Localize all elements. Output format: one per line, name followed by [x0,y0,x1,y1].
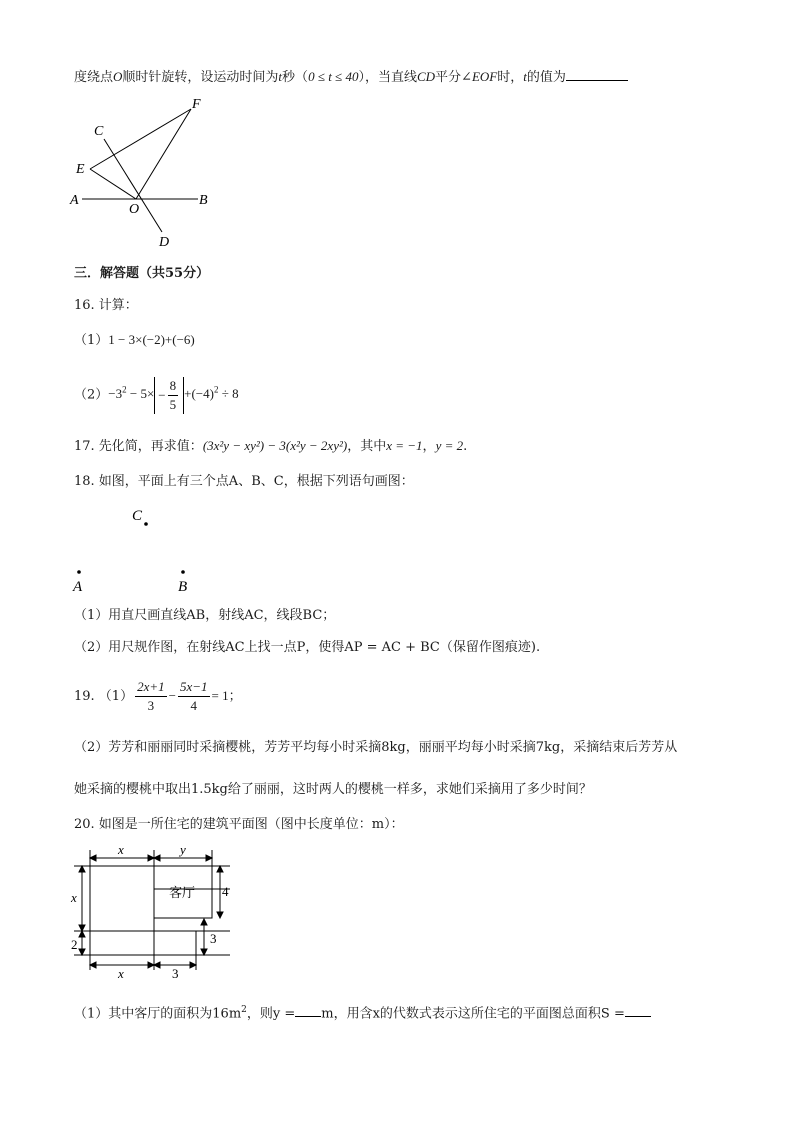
section-3-title: 三．解答题（共55分） [74,266,210,281]
angle-figure [66,92,226,252]
cq-text-a: 度绕点 [74,70,114,85]
q16-p1-expr: 1 − 3×(−2)+(−6) [108,332,195,347]
label-f: F [192,97,201,112]
q17-text-a: 17. 先化简，再求值： [74,439,203,454]
continued-question-line [74,66,628,88]
segment-of [136,109,191,199]
q20-stem: 20. 如图是一所住宅的建筑平面图（图中长度单位：m）： [74,817,404,832]
label-point-a: A [73,579,83,595]
cq-text-c: 秒（ [282,70,309,85]
q19-minus: − [168,688,176,703]
label-d: D [159,235,170,250]
dim-three-right: 3 [210,931,217,946]
q16-part2 [74,376,239,414]
q18-part1: （1）用直尺画直线AB，射线AC，线段BC； [74,608,336,623]
q19-f1-num: 2x+1 [135,678,167,697]
q17-line [74,436,467,457]
q19-f2-den: 4 [190,698,197,713]
line-cd [104,139,162,232]
answer-blank[interactable] [566,66,628,81]
segment-ef [90,109,191,169]
q16-p2-post: +(−4) [184,386,214,402]
cq-range: 0 ≤ t ≤ 40 [308,69,359,84]
label-e: E [76,162,85,177]
q19-num: 19. （1） [74,689,134,704]
dim-four: 4 [222,884,229,899]
q16-p1-label: （1） [74,333,109,348]
dim-x-bottom: x [118,966,124,981]
q17-sep: ， [422,439,436,454]
q18-stem: 18. 如图，平面上有三个点A、B、C，根据下列语句画图： [74,474,414,489]
cq-text-g: 的值为 [526,70,566,85]
cq-var-t2: t [523,69,527,84]
cq-angle: ∠EOF [461,69,498,84]
cq-text-b: 顺时针旋转，设运动时间为 [122,70,279,85]
answer-blank-s[interactable] [625,1002,651,1017]
q19-f2-num: 5x−1 [178,678,210,697]
q17-x-val: x = −1 [386,438,423,453]
label-o: O [129,202,140,217]
label-b: B [199,193,208,208]
point-c [144,522,148,526]
q16-p2-mid: − 5× [126,386,155,402]
q18-part2: （2）用尺规作图，在射线AC上找一点P，使得AP = AC + BC（保留作图痕迹). [74,640,541,655]
label-point-c: C [132,508,143,524]
q19-part2-line1: （2）芳芳和丽丽同时采摘樱桃，芳芳平均每小时采摘8kg，丽丽平均每小时采摘7kg，采摘结束后芳芳从 [74,740,678,755]
q20-p1-sup: 2 [241,1005,247,1015]
cq-text-f: 时， [497,70,524,85]
cq-var-t: t [278,69,283,84]
q16-stem: 16. 计算： [74,298,138,313]
q17-end: . [463,439,468,454]
q16-p2-num: 8 [168,377,179,396]
q20-p1-b: ，则y = [246,1006,296,1022]
cq-text-e: 平分 [435,70,462,85]
dim-two-left: 2 [71,937,78,952]
label-point-b: B [178,579,188,595]
q19-f1-den: 3 [147,698,155,713]
q17-y-val: y = 2 [435,438,464,453]
label-c: C [94,124,104,139]
q17-text-b: ，其中 [347,439,387,454]
q16-p2-pre: −3 [108,386,123,402]
q20-p1-a: （1）其中客厅的面积为16m [74,1006,242,1022]
segment-eo [90,169,136,199]
cq-line-cd: CD [416,69,436,84]
three-points-figure [66,500,266,600]
floor-plan-figure [68,842,238,982]
dim-three-bottom: 3 [172,966,179,981]
dim-x-top: x [118,842,124,857]
point-a [77,570,81,574]
q16-p2-exp: 2 [122,385,127,395]
q16-part1 [74,330,195,351]
abs-value [154,377,184,414]
q19-rhs: = 1； [211,688,242,703]
q16-p2-label: （2） [74,387,109,403]
q16-p2-den: 5 [169,396,177,412]
q20-p1-c: m，用含x的代数式表示这所住宅的平面图总面积S = [321,1006,625,1022]
answer-blank-y[interactable] [295,1002,321,1017]
cq-text-d: ），当直线 [358,70,417,85]
cq-point-o: O [113,69,123,84]
dim-y-top: y [180,842,186,857]
q17-expr: (3x²y − xy²) − 3(x²y − 2xy²) [202,438,348,453]
q19-part1 [74,676,242,717]
dim-x-left: x [71,890,77,905]
q19-part2-line2: 她采摘的樱桃中取出1.5kg给了丽丽，这时两人的樱桃一样多，求她们采摘用了多少时间？ [74,782,592,797]
point-b [181,570,185,574]
q16-p2-minus: − [158,387,166,403]
q16-p2-end: ÷ 8 [218,386,239,402]
q16-p2-exp2: 2 [213,385,219,395]
living-room-label: 客厅 [169,885,196,900]
q20-part1 [74,1000,651,1024]
label-a: A [70,193,79,208]
